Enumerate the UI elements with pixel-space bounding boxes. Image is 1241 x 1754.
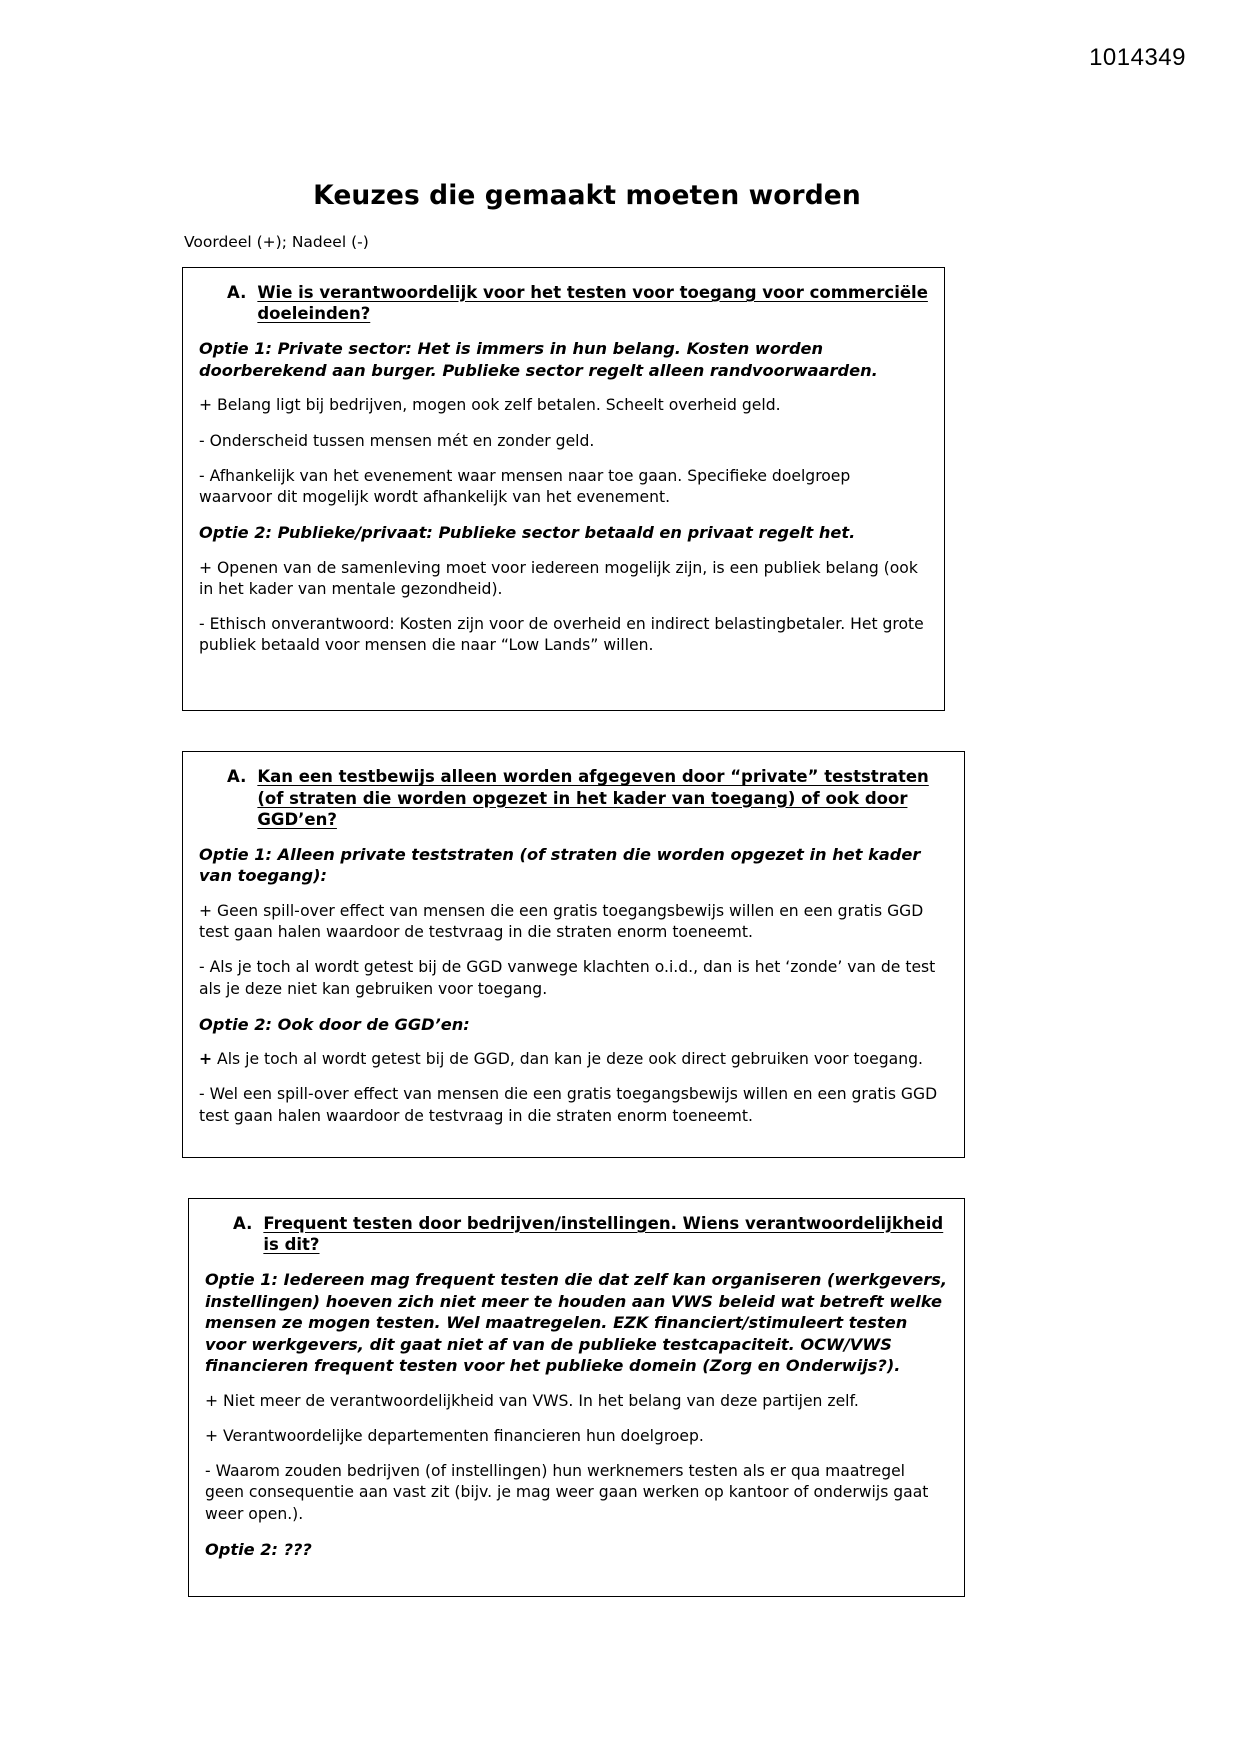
question-text: Kan een testbewijs alleen worden afgegeven door “private” teststraten (of straten die worden opgezet in het kader van toegang) of ook door GGD’en?: [257, 767, 929, 829]
document-content: [182, 180, 982, 1637]
pro-con-item: - Als je toch al wordt getest bij de GGD vanwege klachten o.i.d., dan is het ‘zonde’ van de test als je deze niet kan gebruiken voor toegang.: [199, 958, 936, 998]
pro-con-item: - Waarom zouden bedrijven (of instellingen) hun werknemers testen als er qua maatregel geen consequentie aan vast zit (bijv. je mag weer gaan werken op kantoor of onderwijs gaat weer open.).: [205, 1462, 929, 1523]
pro-con-item: + Niet meer de verantwoordelijkheid van VWS. In het belang van deze partijen zelf.: [205, 1391, 859, 1410]
question-marker: A.: [233, 1213, 253, 1233]
option-heading: Optie 2: Publieke/privaat: Publieke sector betaald en privaat regelt het.: [199, 523, 856, 543]
option-heading: Optie 1: Iedereen mag frequent testen die dat zelf kan organiseren (werkgevers, instellingen) hoeven zich niet meer te houden aan VWS beleid wat betreft welke mensen ze mogen testen. Wel maatregelen. EZK financiert/stimuleert testen voor werkgevers, dit gaat niet af van de publieke testcapaciteit. OCW/VWS financieren frequent testen voor het publieke domein (Zorg en Onderwijs?).: [205, 1270, 948, 1376]
question-text: Frequent testen door bedrijven/instellingen. Wiens verantwoordelijkheid is dit?: [263, 1213, 944, 1254]
pro-con-item: - Wel een spill-over effect van mensen die een gratis toegangsbewijs willen en een gratis GGD test gaan halen waardoor de testvraag in die straten enorm toeneemt.: [199, 1085, 938, 1125]
pro-con-item: - Ethisch onverantwoord: Kosten zijn voor de overheid en indirect belastingbetaler. Het grote publiek betaald voor mensen die naar “Low Lands” willen.: [199, 615, 924, 655]
legend-text: Voordeel (+); Nadeel (-): [184, 233, 369, 251]
pro-con-item: + Verantwoordelijke departementen financieren hun doelgroep.: [205, 1427, 704, 1446]
page-number: 1014349: [1089, 44, 1186, 71]
question-heading: [199, 766, 948, 829]
pro-con-item: + Als je toch al wordt getest bij de GGD, dan kan je deze ook direct gebruiken voor toegang.: [199, 1050, 923, 1069]
option-heading: Optie 2: Ook door de GGD’en:: [199, 1014, 470, 1034]
question-text: Wie is verantwoordelijk voor het testen voor toegang voor commerciële doeleinden?: [257, 283, 928, 324]
question-box-2: [182, 751, 965, 1157]
pro-con-item: + Openen van de samenleving moet voor iedereen mogelijk zijn, is een publiek belang (ook in het kader van mentale gezondheid).: [199, 558, 918, 598]
question-marker: A.: [227, 767, 247, 787]
question-box-3: [188, 1198, 965, 1598]
pro-con-item: + Geen spill-over effect van mensen die een gratis toegangsbewijs willen en een gratis GGD test gaan halen waardoor de testvraag in die straten enorm toeneemt.: [199, 901, 924, 942]
page-title: Keuzes die gemaakt moeten worden: [313, 180, 861, 211]
question-box-1: [182, 267, 945, 711]
option-heading: Optie 1: Alleen private teststraten (of straten die worden opgezet in het kader van toegang):: [199, 844, 921, 886]
option-heading: Optie 1: Private sector: Het is immers in hun belang. Kosten worden doorberekend aan burger. Publieke sector regelt alleen randvoorwaarden.: [199, 339, 878, 380]
pro-con-item: - Onderscheid tussen mensen mét en zonder geld.: [199, 431, 595, 450]
option-heading: Optie 2: ???: [205, 1539, 312, 1559]
question-heading: [199, 282, 928, 324]
pro-con-item: - Afhankelijk van het evenement waar mensen naar toe gaan. Specifieke doelgroep waarvoor dit mogelijk wordt afhankelijk van het evenement.: [199, 466, 851, 506]
question-heading: [205, 1213, 948, 1255]
pro-con-item: + Belang ligt bij bedrijven, mogen ook zelf betalen. Scheelt overheid geld.: [199, 396, 781, 415]
question-marker: A.: [227, 283, 247, 302]
